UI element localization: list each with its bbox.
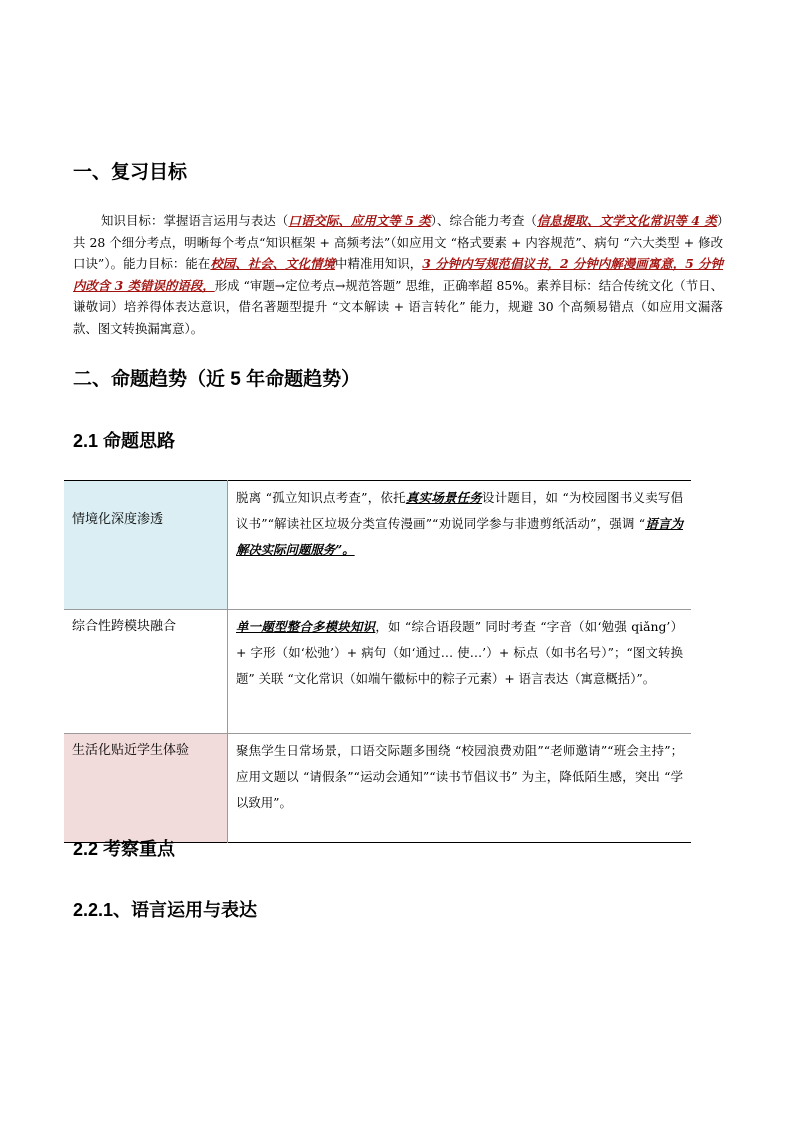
row-label-cell	[64, 610, 228, 734]
row-label: 综合性跨模块融合	[72, 618, 177, 633]
goal-highlight: 3 分钟内写规范倡议书，2 分钟内解漫画寓意，5 分钟内改含 3 类错误的语段，	[73, 256, 724, 293]
goal-highlight: 信息提取、文学文化常识等 4 类	[536, 213, 717, 228]
goal-highlight: 校园、社会、文化情境	[210, 256, 336, 271]
goal-text: 中精准用知识，	[335, 256, 423, 271]
goal-highlight: 口语交际、应用文等 5 类	[288, 213, 431, 228]
row-label-cell	[64, 734, 228, 843]
row-content-cell	[228, 734, 692, 843]
subsection-heading-focus: 2.2 考察重点	[73, 839, 176, 859]
row-text: 脱离 “孤立知识点考查”，依托	[236, 490, 406, 505]
row-label: 生活化贴近学生体验	[72, 742, 190, 757]
row-content-cell	[228, 481, 692, 610]
row-text: 聚焦学生日常场景，口语交际题多围绕 “校园浪费劝阻”“老师邀请”“班会主持”；应用文题以 “请假条”“运动会通知”“读书节倡议书” 为主，降低陌生感，突出 “学以致用”。	[236, 743, 683, 810]
review-goal-paragraph	[73, 210, 723, 339]
goal-text: 形成 “审题→定位考点→规范答题” 思维，正确率超 85%。素养目标：结合传统文化（节日、谦敬词）培养得体表达意识，借名著题型提升 “文本解读 + 语言转化” 能力，规避 30 个高频易错点（如应用文漏落款、图文转换漏寓意）。	[73, 277, 724, 336]
table-row	[64, 610, 691, 734]
table-row	[64, 481, 691, 610]
row-content-cell	[228, 610, 692, 734]
row-emphasis: 单一题型整合多模块知识	[236, 619, 376, 634]
goal-text: ）、综合能力考查（	[430, 213, 537, 228]
goal-text: ）共 28 个细分考点，明晰每个考点“知识框架 + 高频考法”（如应用文 “格式要素 + 内容规范”、病句 “六大类型 + 修改口诀”）。能力目标：能在	[73, 213, 724, 271]
section-heading-review-goal: 一、复习目标	[73, 162, 188, 183]
section-heading-trend: 二、命题趋势（近 5 年命题趋势）	[73, 369, 361, 390]
subsection-heading-approach: 2.1 命题思路	[73, 431, 176, 451]
row-emphasis: 真实场景任务	[405, 490, 483, 505]
subsubsection-heading-language: 2.2.1、语言运用与表达	[73, 900, 258, 920]
row-label-cell	[64, 481, 228, 610]
goal-text: 知识目标：掌握语言运用与表达（	[101, 213, 289, 228]
table-row	[64, 734, 691, 843]
row-emphasis: 语言为解决实际问题服务”。	[236, 516, 683, 557]
row-text: 设计题目，如 “为校园图书义卖写倡议书”“解读社区垃圾分类宣传漫画”“劝说同学参与非遗剪纸活动”，强调 “	[236, 490, 683, 531]
row-text: ，如 “综合语段题” 同时考查 “字音（如‘勉强 qiǎng’）+ 字形（如‘松弛’）+ 病句（如‘通过… 使…’）+ 标点（如书名号）”；“图文转换题” 关联 “文化常识（如端午徽标中的粽子元素）+ 语言表达（寓意概括）”。	[236, 619, 683, 686]
trend-table	[64, 480, 691, 843]
row-label: 情境化深度渗透	[72, 511, 164, 526]
